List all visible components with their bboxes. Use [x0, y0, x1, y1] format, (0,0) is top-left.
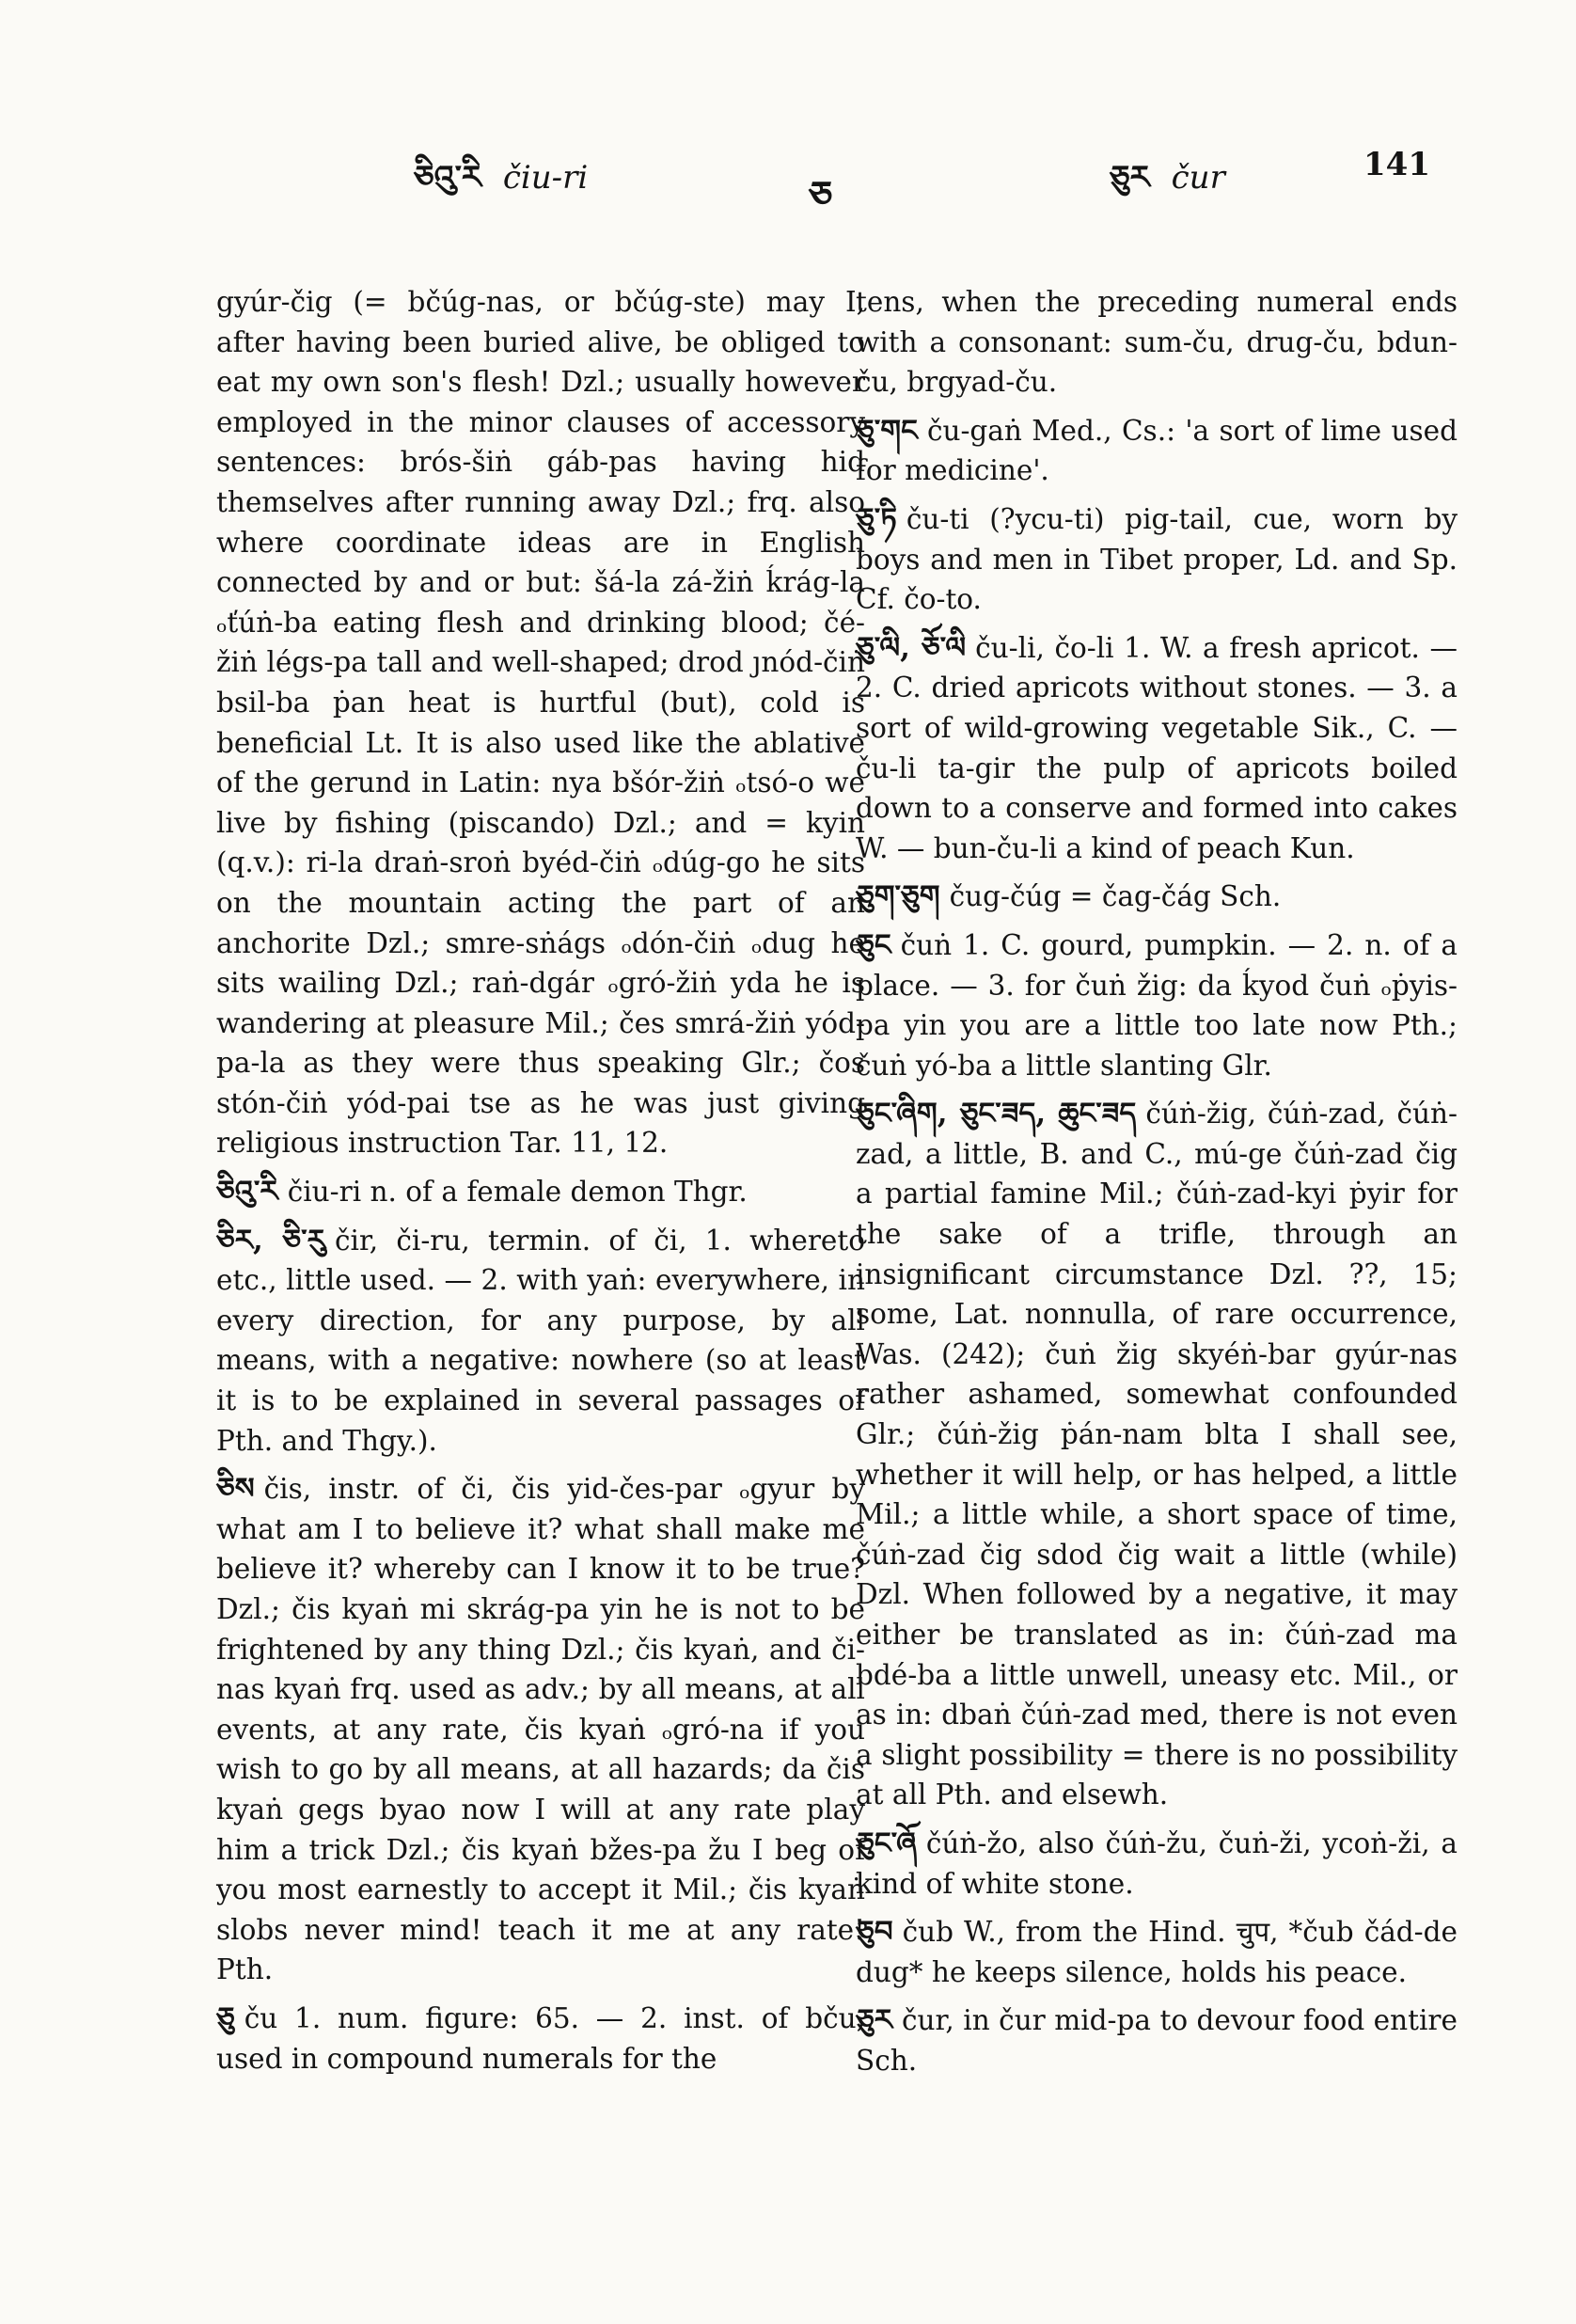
- entry: [216, 1172, 865, 1212]
- entry-text: čúṅ-žig, čúṅ-zad, čúṅ-zad, a little, B. and C., mú-ge čúṅ-zad čig a partial famine Mil.; čúṅ-zad-kyi ṗyir for the sake of a trifle, through an insignificant circumstance Dzl. ??, 15; some, Lat. nonnulla, of rare occurrence, Was. (242); čuṅ žig skyéṅ-bar gyúr-nas rather ashamed, somewhat confounded Glr.; čúṅ-žig ṗán-nam blta I shall see, whether it will help, or has helped, a little Mil.; a little while, a short space of time, čúṅ-zad čig sdod čig wait a little (while) Dzl. When followed by a negative, it may either be translated as in: čúṅ-zad ma bdé-ba a little unwell, uneasy etc. Mil., or as in: dbaṅ čúṅ-zad med, there is not even a slight possibility = there is no possibility at all Pth. and elsewh.: [856, 1098, 1458, 1811]
- entry: [856, 1824, 1458, 1904]
- entry-text: ču-gaṅ Med., Cs.: 'a sort of lime used for medicine'.: [856, 414, 1458, 487]
- entry: [856, 499, 1458, 620]
- entry-text: čúṅ-žo, also čúṅ-žu, čuṅ-ži, ycoṅ-ži, a kind of white stone.: [856, 1826, 1458, 1900]
- headword-tibetan: ཅུ་ལི, ཅོ་ལི: [856, 630, 967, 665]
- entry: [856, 1094, 1458, 1815]
- entry-text: čiu-ri n. of a female demon Thgr.: [287, 1176, 748, 1209]
- section-letter: ཅ: [809, 173, 833, 217]
- entry-continuation: tens, when the preceding numeral ends with a consonant: sum-ču, drug-ču, bdun-ču, brgyad-ču.: [856, 286, 1458, 399]
- headword-tibetan: ཅིའུ་རི: [216, 1175, 278, 1209]
- headword-tibetan: ཅུབ: [856, 1915, 893, 1950]
- headword-tibetan: ཅུང: [856, 927, 891, 962]
- headword-tibetan: ཅུ: [216, 2000, 235, 2035]
- headword-tibetan: ཅུང་ཞོ: [856, 1826, 917, 1860]
- entry: [856, 2000, 1458, 2080]
- entry: [856, 628, 1458, 869]
- running-head-right-translit: čur: [1171, 159, 1225, 197]
- entry-text: ču-li, čo-li 1. W. a fresh apricot. — 2. C. dried apricots without stones. — 3. a sort of wild-growing vegetable Sik., C. — ču-li ta-gir the pulp of apricots boiled down to a conserve and formed into cakes W. — bun-ču-li a kind of peach Kun.: [856, 631, 1458, 864]
- headword-tibetan: ཅུར: [856, 2003, 893, 2038]
- entry-text: ču 1. num. figure: 65. — 2. inst. of bču, used in compound numerals for the: [216, 2001, 865, 2075]
- entry-continuation: gyúr-čig (= bčúg-nas, or bčúg-ste) may I, after having been buried alive, be obliged to eat my own son's flesh! Dzl.; usually however employed in the minor clauses of accessory sentences: brós-šiṅ gáb-pas having hid themselves after running away Dzl.; frq. also where coordinate ideas are in English connected by and or but: šá-la zá-žiṅ ḱrág-la ₒťúṅ-ba eating flesh and drinking blood; čé-žiṅ légs-pa tall and well-shaped; drod ȷnód-čiṅ bsil-ba ṗan heat is hurtful (but), cold is beneficial Lt. It is also used like the ablative of the gerund in Latin: nya bšór-žiṅ ₒtsó-o we live by fishing (piscando) Dzl.; and = kyin (q.v.): ri-la draṅ-sroṅ byéd-čiṅ ₒdúg-go he sits on the mountain acting the part of an anchorite Dzl.; smre-sṅágs ₒdón-čiṅ ₒdug he sits wailing Dzl.; raṅ-dgár ₒgró-žiṅ yda he is wandering at pleasure Mil.; čes smrá-žiṅ yód-pa-la as they were thus speaking Glr.; čos stón-čiṅ yód-pai tse as he was just giving religious instruction Tar. 11, 12.: [216, 286, 865, 1160]
- entry: [856, 411, 1458, 491]
- entry-text: čub W., from the Hind. चुप, *čub čád-de dug* he keeps silence, holds his peace.: [856, 1916, 1458, 1988]
- right-column: [856, 282, 1458, 2090]
- entry-text: čur, in čur mid-pa to devour food entire Sch.: [856, 2004, 1458, 2077]
- entry: [856, 925, 1458, 1085]
- entry: [216, 1469, 865, 1990]
- entry: [856, 1912, 1458, 1992]
- running-head-left: [414, 141, 588, 231]
- headword-tibetan: ཅུ་ཏི: [856, 501, 897, 536]
- page-number: 141: [1363, 146, 1430, 183]
- running-head-left-translit: čiu-ri: [502, 159, 589, 197]
- running-head-left-tibetan: ཅིའུ་རི: [414, 159, 482, 197]
- headword-tibetan: ཅུ་གང: [856, 413, 918, 448]
- headword-tibetan: ཅུང་ཞིག, ཅུང་ཟད, ཆུང་ཟད: [856, 1097, 1137, 1131]
- headword-tibetan: ཅུག་ཅུག: [856, 879, 940, 914]
- entry: [216, 1221, 865, 1462]
- headword-tibetan: ཅིས: [216, 1472, 255, 1507]
- entry: [216, 1999, 865, 2079]
- entry-text: čir, či-ru, termin. of či, 1. whereto etc., little used. — 2. with yaṅ: everywhere, in every direction, for any purpose, by all means, with a negative: nowhere (so at least it is to be explained in several passages of Pth. and Thgy.).: [216, 1224, 866, 1457]
- left-column: [216, 282, 865, 2087]
- running-head-right-tibetan: ཅུར: [1110, 159, 1150, 197]
- entry-text: čuṅ 1. C. gourd, pumpkin. — 2. n. of a place. — 3. for čuṅ žig: da ḱyod čuṅ ₒṗyis-pa yin you are a little too late now Pth.; čuṅ yó-ba a little slanting Glr.: [856, 928, 1458, 1082]
- entry: [856, 877, 1458, 917]
- entry-text: čug-čúg = čag-čág Sch.: [949, 880, 1282, 913]
- entry-text: čis, instr. of či, čis yid-čes-par ₒgyur by what am I to believe it? what shall make me believe it? whereby can I know it to be true? Dzl.; čis kyaṅ mi skrág-pa yin he is not to be frightened by any thing Dzl.; čis kyaṅ, and či-nas kyaṅ frq. used as adv.; by all means, at all events, at any rate, čis kyaṅ ₒgró-na if you wish to go by all means, at all hazards; da čis kyaṅ gegs byao now I will at any rate play him a trick Dzl.; čis kyaṅ bžes-pa žu I beg of you most earnestly to accept it Mil.; čis kyaṅ slobs never mind! teach it me at any rate! Pth.: [216, 1473, 865, 1986]
- headword-tibetan: ཅིར, ཅི་རུ: [216, 1223, 325, 1257]
- running-head-right: [1110, 141, 1225, 231]
- entry-text: ču-ti (?ycu-ti) pig-tail, cue, worn by boys and men in Tibet proper, Ld. and Sp. Cf. čo-to.: [856, 502, 1458, 616]
